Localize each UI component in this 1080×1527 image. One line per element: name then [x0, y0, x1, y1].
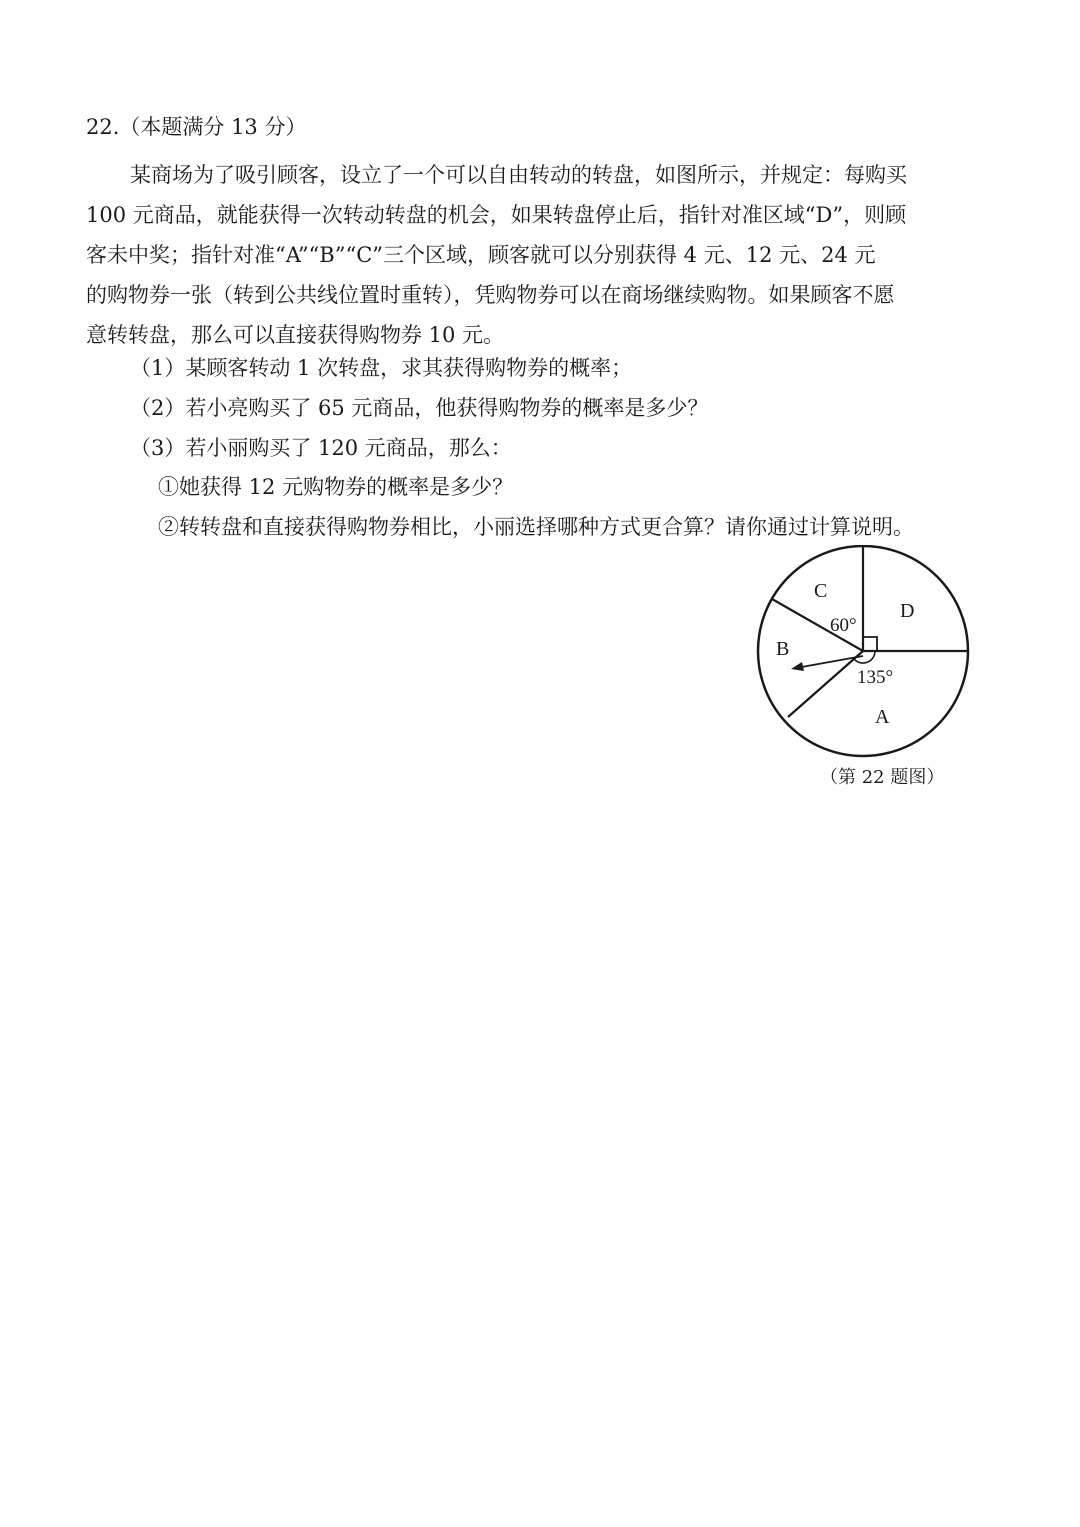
body-line-4: 的购物券一张（转到公共线位置时重转），凭购物券可以在商场继续购物。如果顾客不愿 [86, 283, 895, 307]
sub-question-2: （2）若小亮购买了 65 元商品，他获得购物券的概率是多少？ [130, 396, 709, 420]
body-line-5: 意转转盘，那么可以直接获得购物券 10 元。 [86, 323, 505, 347]
boundary-lower-left [788, 651, 863, 717]
body-line-2: 100 元商品，就能获得一次转动转盘的机会，如果转盘停止后，指针对准区域“D”，则顾 [86, 203, 907, 227]
pointer-arrow [796, 656, 863, 668]
angle-label-135: 135° [857, 667, 894, 688]
angle-label-60: 60° [830, 615, 857, 636]
region-label-c: C [814, 580, 828, 602]
question-body [86, 155, 1000, 355]
question-header: 22.（本题满分 13 分） [86, 115, 307, 139]
sub-sub-question-2: ②转转盘和直接获得购物券相比，小丽选择哪种方式更合算？请你通过计算说明。 [158, 515, 914, 539]
region-label-b: B [776, 638, 790, 660]
sub-question-3: （3）若小丽购买了 120 元商品，那么： [130, 436, 512, 460]
sub-sub-question-1: ①她获得 12 元购物券的概率是多少？ [158, 475, 514, 499]
spinner-figure [752, 545, 978, 761]
region-label-d: D [900, 600, 915, 622]
right-angle-marker [863, 637, 877, 651]
figure-caption: （第 22 题图） [820, 767, 945, 788]
sub-question-1: （1）某顾客转动 1 次转盘，求其获得购物券的概率； [130, 356, 633, 380]
pointer-arrowhead [791, 662, 804, 671]
region-label-a: A [875, 706, 890, 728]
body-line-1: 某商场为了吸引顾客，设立了一个可以自由转动的转盘，如图所示，并规定：每购买 [130, 163, 907, 187]
body-line-3: 客未中奖；指针对准“A”“B”“C”三个区域，顾客就可以分别获得 4 元、12 元、24 元 [86, 243, 876, 267]
